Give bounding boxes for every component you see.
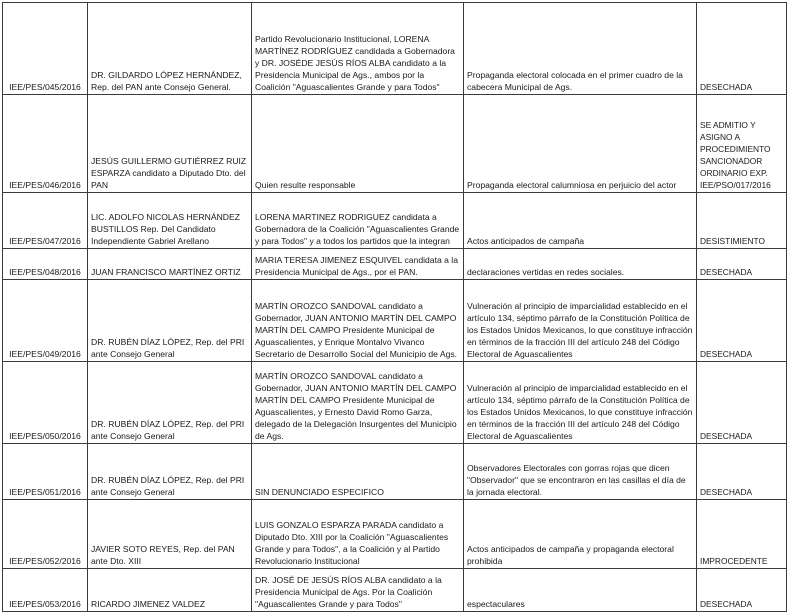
table-row (3, 193, 787, 249)
expediente-cell: IEE/PES/047/2016 (3, 193, 88, 249)
expediente-cell: IEE/PES/046/2016 (3, 95, 88, 193)
resolucion-cell: DESECHADA (697, 569, 787, 612)
hechos-cell: Observadores Electorales con gorras rojas que dicen "Observador" que se encontraron en las casillas el día de la jornada electoral. (464, 444, 697, 500)
denunciado-cell: LUIS GONZALO ESPARZA PARADA candidato a Diputado Dto. XIII por la Coalición "Aguascalientes Grande y para Todos", a la Coalición y al Partido Revolucionario Institucional (252, 500, 464, 569)
resolucion-cell: DESECHADA (697, 362, 787, 444)
denunciado-cell: LORENA MARTINEZ RODRIGUEZ candidata a Gobernadora de la Coalición "Aguascalientes Grande y para Todos" y a todos los partidos que la integran (252, 193, 464, 249)
denunciante-cell: DR. GILDARDO LÓPEZ HERNÁNDEZ, Rep. del PAN ante Consejo General. (88, 3, 252, 95)
table-row (3, 569, 787, 612)
complaints-table (2, 2, 787, 612)
table-row (3, 500, 787, 569)
resolucion-cell: DESECHADA (697, 249, 787, 280)
denunciado-cell: MARIA TERESA JIMENEZ ESQUIVEL candidata a la Presidencia Municipal de Ags., por el PAN. (252, 249, 464, 280)
denunciado-cell: MARTÍN OROZCO SANDOVAL candidato a Gobernador, JUAN ANTONIO MARTÍN DEL CAMPO MARTÍN DEL CAMPO Presidente Municipal de Aguascalientes, y Ernesto David Romo Garza, delegado de la Delegación Insurgentes del Municipio de Ags. (252, 362, 464, 444)
denunciado-cell: Partido Revolucionario Institucional, LORENA MARTÍNEZ RODRÍGUEZ candidada a Gobernadora y DR. JOSÉDE JESÚS RÍOS ALBA candidato a la Presidencia Municipal de Ags., ambos por la Coalición "Aguascalientes Grande y para Todos" (252, 3, 464, 95)
expediente-cell: IEE/PES/045/2016 (3, 3, 88, 95)
denunciante-cell: RICARDO JIMENEZ VALDEZ (88, 569, 252, 612)
table-row (3, 362, 787, 444)
denunciante-cell: DR. RUBÉN DÍAZ LÓPEZ, Rep. del PRI ante Consejo General (88, 444, 252, 500)
hechos-cell: Propaganda electoral colocada en el primer cuadro de la cabecera Municipal de Ags. (464, 3, 697, 95)
hechos-cell: espectaculares (464, 569, 697, 612)
denunciado-cell: DR. JOSÉ DE JESÚS RÍOS ALBA candidato a la Presidencia Municipal de Ags. Por la Coalición "Aguascalientes Grande y para Todos" (252, 569, 464, 612)
table-row (3, 95, 787, 193)
expediente-cell: IEE/PES/052/2016 (3, 500, 88, 569)
resolucion-cell: DESECHADA (697, 3, 787, 95)
records-sheet (2, 2, 787, 612)
denunciado-cell: MARTÍN OROZCO SANDOVAL candidato a Gobernador, JUAN ANTONIO MARTÍN DEL CAMPO MARTÍN DEL CAMPO Presidente Municipal de Aguascalientes, y Enrique Montalvo Vivanco Secretario de Desarrollo Social del Municipio de Ags. (252, 280, 464, 362)
table-row (3, 280, 787, 362)
table-row (3, 444, 787, 500)
denunciante-cell: JAVIER SOTO REYES, Rep. del PAN ante Dto. XIII (88, 500, 252, 569)
denunciante-cell: DR. RUBÉN DÍAZ LÓPEZ, Rep. del PRI ante Consejo General (88, 362, 252, 444)
denunciado-cell: Quien resulte responsable (252, 95, 464, 193)
resolucion-cell: DESECHADA (697, 444, 787, 500)
expediente-cell: IEE/PES/050/2016 (3, 362, 88, 444)
denunciante-cell: JUAN FRANCISCO MARTÍNEZ ORTIZ (88, 249, 252, 280)
hechos-cell: Actos anticipados de campaña (464, 193, 697, 249)
hechos-cell: Propaganda electoral calumniosa en perjuicio del actor (464, 95, 697, 193)
denunciante-cell: JESÚS GUILLERMO GUTIÉRREZ RUIZ ESPARZA candidato a Diputado Dto. del PAN (88, 95, 252, 193)
hechos-cell: Actos anticipados de campaña y propaganda electoral prohibida (464, 500, 697, 569)
resolucion-cell: SE ADMITIO Y ASIGNO A PROCEDIMIENTO SANCIONADOR ORDINARIO EXP. IEE/PSO/017/2016 (697, 95, 787, 193)
hechos-cell: Vulneración al principio de imparcialidad establecido en el artículo 134, séptimo párrafo de la Constitución Política de los Estados Unidos Mexicanos, lo que constituye infracción en términos de la fracción III del artículo 248 del Código Electoral de Aguascalientes (464, 362, 697, 444)
table-row (3, 249, 787, 280)
expediente-cell: IEE/PES/049/2016 (3, 280, 88, 362)
resolucion-cell: IMPROCEDENTE (697, 500, 787, 569)
resolucion-cell: DESISTIMIENTO (697, 193, 787, 249)
resolucion-cell: DESECHADA (697, 280, 787, 362)
hechos-cell: declaraciones vertidas en redes sociales. (464, 249, 697, 280)
denunciante-cell: DR. RUBÉN DÍAZ LÓPEZ, Rep. del PRI ante Consejo General (88, 280, 252, 362)
expediente-cell: IEE/PES/053/2016 (3, 569, 88, 612)
table-row (3, 3, 787, 95)
hechos-cell: Vulneración al principio de imparcialidad establecido en el artículo 134, séptimo párrafo de la Constitución Política de los Estados Unidos Mexicanos, lo que constituye infracción en términos de la fracción III del artículo 248 del Código Electoral de Aguascalientes (464, 280, 697, 362)
denunciado-cell: SIN DENUNCIADO ESPECIFICO (252, 444, 464, 500)
expediente-cell: IEE/PES/048/2016 (3, 249, 88, 280)
expediente-cell: IEE/PES/051/2016 (3, 444, 88, 500)
denunciante-cell: LIC. ADOLFO NICOLAS HERNÁNDEZ BUSTILLOS Rep. Del Candidato Independiente Gabriel Arellano (88, 193, 252, 249)
